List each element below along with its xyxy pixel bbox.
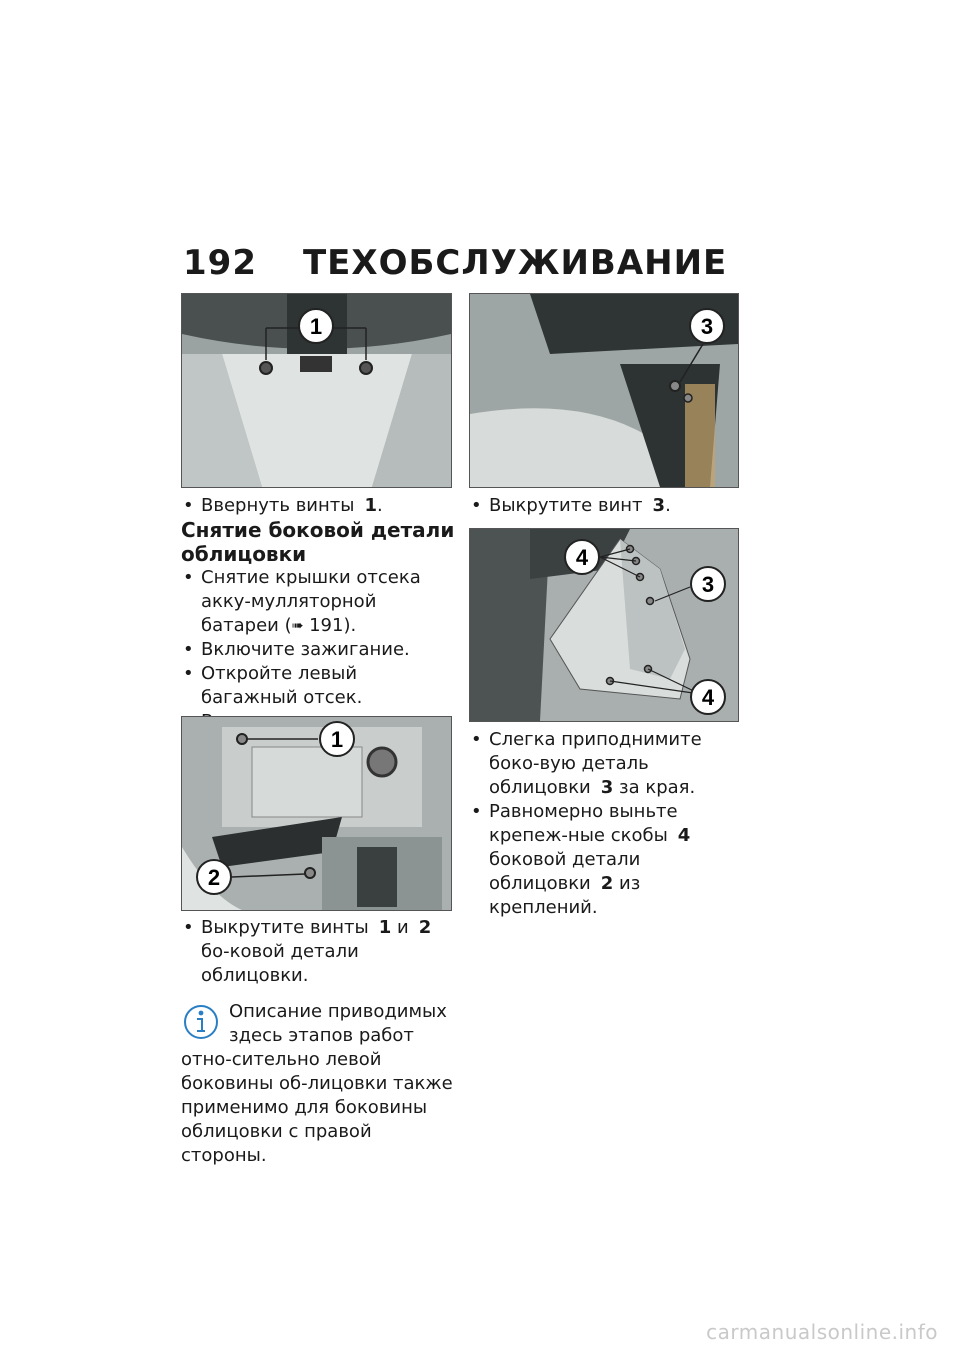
step-battery-cover: • Снятие крышки отсека акку-мулляторной батареи (➠ 191). xyxy=(181,566,456,638)
watermark: carmanualsonline.info xyxy=(706,1320,938,1344)
figure-compartment xyxy=(181,716,452,911)
step-unscrew-3: • Выкрутите винт 3. xyxy=(469,494,744,518)
callout-4-bottom: 4 xyxy=(701,685,715,710)
figure-side-panel xyxy=(469,528,739,722)
figure-front-panel xyxy=(181,293,452,488)
info-icon xyxy=(181,1002,221,1042)
note-text: Описание приводимых здесь этапов работ отно-сительно левой боковины об-лицовки также применимо для боковины облицовки с правой стороны. xyxy=(181,1001,453,1166)
section-heading: Снятие боковой детали облицовки xyxy=(181,518,455,566)
page-header xyxy=(183,243,727,283)
callout-3: 3 xyxy=(700,314,714,339)
callout-2: 2 xyxy=(207,865,221,890)
right-step-1 xyxy=(469,494,744,518)
callout-3: 3 xyxy=(701,572,715,597)
step-unscrew-1-2: • Выкрутите винты 1 и 2 бо-ковой детали облицовки. xyxy=(181,916,456,988)
page-ref-arrow-icon: ➠ xyxy=(291,618,304,634)
right-steps xyxy=(469,728,744,920)
step-screw-in: • Ввернуть винты 1. xyxy=(181,494,456,518)
callout-1: 1 xyxy=(309,314,323,339)
left-column-top xyxy=(181,494,456,734)
callout-1: 1 xyxy=(330,727,344,752)
step-remove-clips: • Равномерно выньте крепеж-ные скобы 4 боковой детали облицовки 2 из креплений. xyxy=(469,800,744,920)
left-column-bottom xyxy=(181,916,456,1168)
step-ignition-on: • Включите зажигание. xyxy=(181,638,456,662)
step-lift-panel: • Слегка приподнимите боко-вую деталь облицовки 3 за края. xyxy=(469,728,744,800)
page-title: ТЕХОБСЛУЖИВАНИЕ xyxy=(302,243,728,283)
info-note xyxy=(181,1000,456,1168)
step-open-compartment: • Откройте левый багажный отсек. xyxy=(181,662,456,710)
callout-4-top: 4 xyxy=(575,545,589,570)
figure-right-screw xyxy=(469,293,739,488)
page-number: 192 xyxy=(183,243,257,283)
